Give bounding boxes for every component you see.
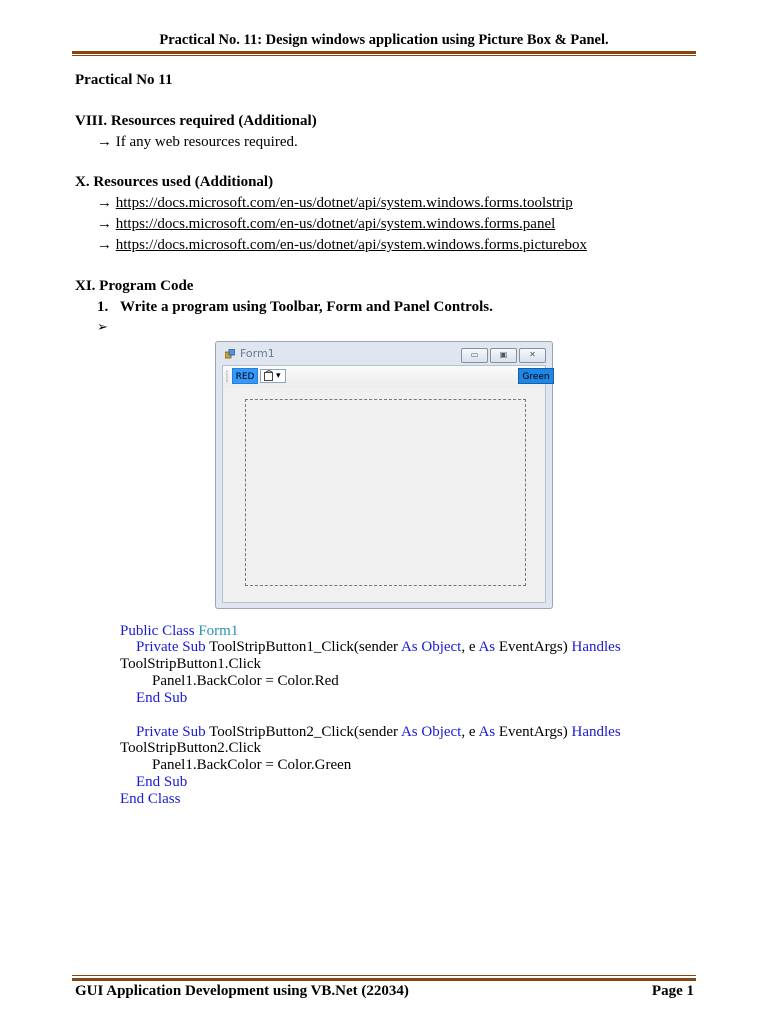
header-title: Practical No. 11: Design windows application using Picture Box & Panel. [159, 32, 609, 48]
code-keyword: Public Class [120, 623, 195, 639]
chevron-down-icon: ▾ [276, 371, 281, 381]
code-line-sub2-signature [136, 724, 621, 741]
close-button[interactable]: ✕ [519, 348, 546, 363]
code-keyword: Object [421, 639, 462, 655]
resource-link-item [97, 194, 573, 212]
form-titlebar [216, 342, 552, 364]
arrow-icon: → [97, 195, 112, 211]
section-viii-heading: VIII. Resources required (Additional) [75, 113, 317, 129]
footer-page-number: Page 1 [651, 983, 694, 999]
question-text: Write a program using Toolbar, Form and Panel Controls. [120, 299, 493, 315]
code-text: , e [461, 639, 479, 655]
footer-course-title: GUI Application Development using VB.Net (22034) [75, 983, 409, 999]
arrow-icon: → [97, 237, 112, 253]
code-line-class [120, 623, 238, 640]
section-viii-item [97, 133, 298, 151]
code-keyword: Private Sub [136, 724, 206, 740]
maximize-button[interactable]: ▣ [490, 348, 517, 363]
code-type: Form1 [198, 623, 239, 639]
code-keyword: Object [421, 724, 462, 740]
code-text: , e [461, 724, 479, 740]
code-line-sub2-body: Panel1.BackColor = Color.Green [152, 757, 352, 773]
code-line-end-class: End Class [120, 791, 181, 807]
panel-doc-link[interactable]: https://docs.microsoft.com/en-us/dotnet/api/system.windows.forms.panel [115, 216, 556, 232]
form1-screenshot [215, 341, 553, 609]
section-xi-heading: XI. Program Code [75, 278, 194, 294]
code-keyword: Private Sub [136, 639, 206, 655]
code-line-sub1-body: Panel1.BackColor = Color.Red [152, 673, 339, 689]
code-line-sub1-handles: ToolStripButton1.Click [120, 656, 262, 672]
toolstrip [223, 366, 550, 387]
code-line-sub1-signature [136, 639, 621, 656]
resource-link-item [97, 215, 555, 233]
section-viii-text: If any web resources required. [115, 134, 298, 150]
footer-rule-thick [72, 978, 696, 981]
code-line-sub2-end: End Sub [136, 774, 188, 790]
toolstrip-doc-link[interactable]: https://docs.microsoft.com/en-us/dotnet/api/system.windows.forms.toolstrip [115, 195, 573, 211]
code-keyword: Handles [571, 639, 621, 655]
arrow-icon: → [97, 134, 112, 150]
header-rule-thick [72, 51, 696, 54]
toolstrip-red-button[interactable]: RED [232, 368, 258, 384]
header-rule-thin [72, 55, 696, 56]
picturebox-doc-link[interactable]: https://docs.microsoft.com/en-us/dotnet/api/system.windows.forms.picturebox [115, 237, 587, 253]
code-keyword: As [400, 724, 418, 740]
bullet-arrow-icon: ➢ [97, 319, 108, 334]
code-text: EventArgs) [495, 724, 572, 740]
code-line-sub1-end: End Sub [136, 690, 188, 706]
code-keyword: As [400, 639, 418, 655]
form-app-icon [225, 349, 235, 359]
form-client-area [222, 365, 550, 603]
code-text: ToolStripButton1_Click(sender [205, 639, 401, 655]
question-number: 1. [97, 299, 109, 315]
toolstrip-dropdown[interactable] [260, 369, 286, 383]
code-line-sub2-handles: ToolStripButton2.Click [120, 740, 262, 756]
code-keyword: Handles [571, 724, 621, 740]
minimize-button[interactable]: ▭ [461, 348, 488, 363]
arrow-icon: → [97, 216, 112, 232]
panel1 [245, 399, 526, 586]
toolstrip-image-icon [263, 370, 275, 382]
form-title: Form1 [240, 347, 275, 360]
code-keyword: As [478, 724, 496, 740]
resource-link-item [97, 236, 587, 254]
toolstrip-green-button[interactable]: Green [518, 368, 554, 384]
toolstrip-grip-icon[interactable] [226, 370, 228, 383]
footer-rule-thin [72, 975, 696, 976]
practical-heading: Practical No 11 [75, 72, 173, 88]
code-text: EventArgs) [495, 639, 572, 655]
code-keyword: As [478, 639, 496, 655]
section-x-heading: X. Resources used (Additional) [75, 174, 274, 190]
code-text: ToolStripButton2_Click(sender [205, 724, 401, 740]
